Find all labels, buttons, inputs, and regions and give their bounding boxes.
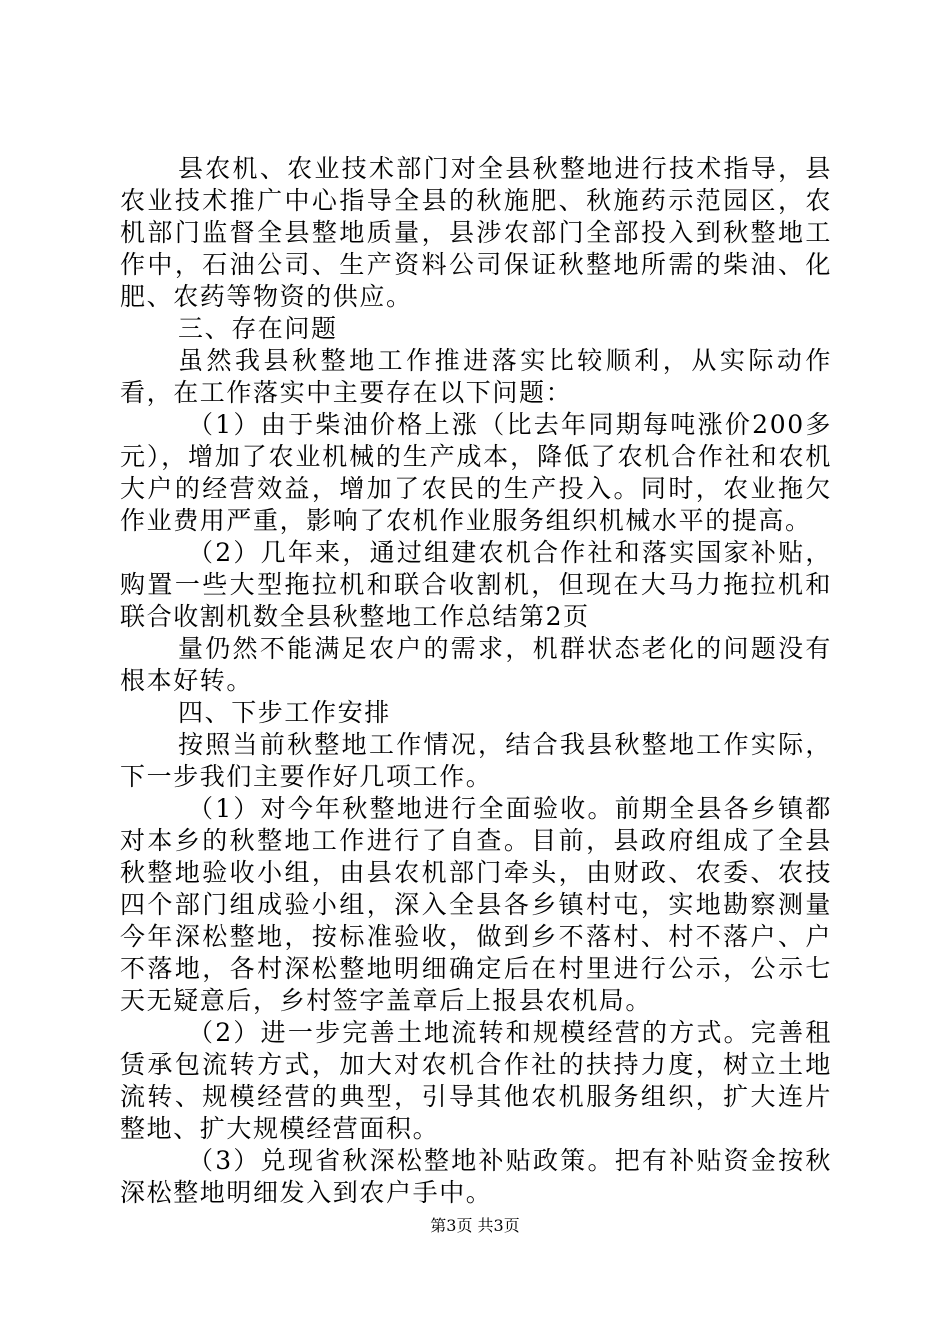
paragraph-tech-guidance: 县农机、农业技术部门对全县秋整地进行技术指导，县农业技术推广中心指导全县的秋施肥、秋施药示范园区，农机部门监督全县整地质量，县涉农部门全部投入到秋整地工作中，石油公司、生产资料公司保证秋整地所需的柴油、化肥、农药等物资的供应。: [120, 154, 832, 311]
paragraph-step-2: （2）进一步完善土地流转和规模经营的方式。完善租赁承包流转方式，加大对农机合作社的扶持力度，树立土地流转、规模经营的典型，引导其他农机服务组织，扩大连片整地、扩大规模经营面积。: [120, 1018, 832, 1143]
heading-next-steps: 四、下步工作安排: [178, 698, 391, 727]
paragraph-step-3: （3）兑现省秋深松整地补贴政策。把有补贴资金按秋深松整地明细发入到农户手中。: [120, 1146, 832, 1207]
page-footer: 第3页 共3页: [430, 1216, 520, 1235]
paragraph-problem-2: （2）几年来，通过组建农机合作社和落实国家补贴，购置一些大型拖拉机和联合收割机，但现在大马力拖拉机和联合收割机数全县秋整地工作总结第2页: [120, 538, 832, 631]
heading-existing-problems: 三、存在问题: [178, 314, 338, 343]
paragraph-problem-1: （1）由于柴油价格上涨（比去年同期每吨涨价200多元），增加了农业机械的生产成本，降低了农机合作社和农机大户的经营效益，增加了农民的生产投入。同时，农业拖欠作业费用严重，影响了农机作业服务组织机械水平的提高。: [120, 410, 832, 535]
paragraph-problem-2-continued: 量仍然不能满足农户的需求，机群状态老化的问题没有根本好转。: [120, 634, 832, 695]
paragraph-step-1: （1）对今年秋整地进行全面验收。前期全县各乡镇都对本乡的秋整地工作进行了自查。目前，县政府组成了全县秋整地验收小组，由县农机部门牵头，由财政、农委、农技四个部门组成验小组，深入全县各乡镇村屯，实地勘察测量今年深松整地，按标准验收，做到乡不落村、村不落户、户不落地，各村深松整地明细确定后在村里进行公示，公示七天无疑意后，乡村签字盖章后上报县农机局。: [120, 794, 832, 1015]
paragraph-next-steps-intro: 按照当前秋整地工作情况，结合我县秋整地工作实际，下一步我们主要作好几项工作。: [120, 730, 832, 791]
paragraph-problems-intro: 虽然我县秋整地工作推进落实比较顺利，从实际动作看，在工作落实中主要存在以下问题：: [120, 346, 832, 407]
document-body: [120, 153, 832, 1209]
